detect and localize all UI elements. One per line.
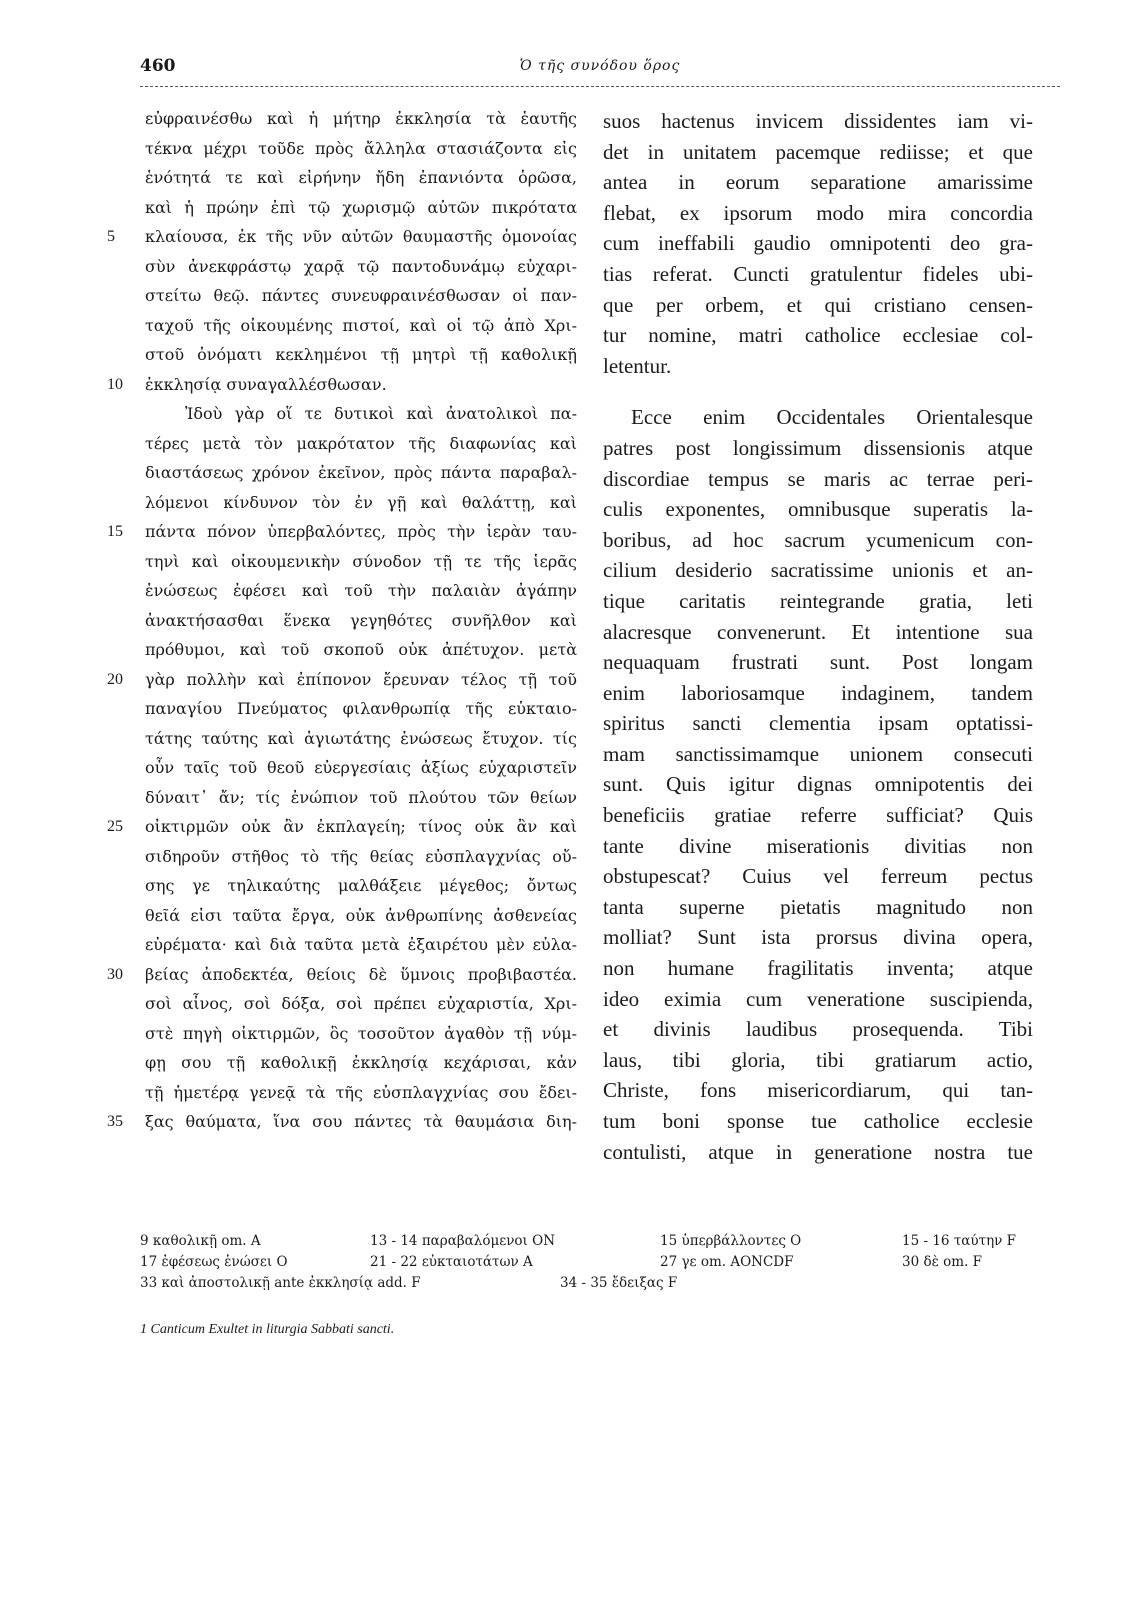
line-number: 25: [107, 818, 123, 835]
page-number: 460: [140, 56, 176, 76]
apparatus-entry: [140, 1252, 288, 1273]
greek-line: [145, 901, 577, 931]
greek-line: [107, 370, 577, 400]
apparatus-entry: [560, 1273, 677, 1294]
greek-line: [145, 193, 577, 223]
latin-line: nequaquam frustrati sunt. Post longam: [603, 650, 1033, 675]
apparatus-ref: 30: [902, 1254, 920, 1270]
latin-line: cum ineffabili gaudio omnipotenti deo gra-: [603, 231, 1033, 256]
greek-line-text: διαστάσεως χρόνον ἐκεῖνον, πρὸς πάντα παραβαλ-: [145, 463, 577, 482]
apparatus-ref: 9: [140, 1233, 149, 1249]
apparatus-note: ταύτην F: [953, 1233, 1017, 1249]
greek-line-text: φῃ σου τῇ καθολικῇ ἐκκλησίᾳ κεχάρισαι, κἀν: [145, 1053, 577, 1072]
greek-line-text: βείας ἀποδεκτέα, θείοις δὲ ὕμνοις προβιβαστέα.: [145, 964, 577, 984]
latin-line: culis exponentes, omnibusque superatis la-: [603, 497, 1033, 522]
apparatus-note: ὑπερβάλλοντες O: [681, 1233, 802, 1249]
greek-line-text: καὶ ἡ πρώην ἐπὶ τῷ χωρισμῷ αὐτῶν πικρότατα: [145, 197, 577, 217]
latin-line: ideo eximia cum veneratione suscipienda,: [603, 986, 1033, 1011]
greek-line-text: παναγίου Πνεύματος φιλανθρωπίᾳ τῆς εὐκταιο-: [145, 699, 577, 718]
greek-line: [145, 458, 577, 488]
greek-line: [145, 783, 577, 813]
greek-line: [145, 724, 577, 754]
apparatus-ref: 17: [140, 1254, 158, 1270]
greek-line-text: τηνὶ καὶ οἰκουμενικὴν σύνοδον τῇ τε τῆς ἱερᾶς: [145, 551, 577, 571]
apparatus-ref: 13 - 14: [370, 1233, 418, 1249]
greek-line: [145, 104, 577, 134]
greek-line: [145, 606, 577, 636]
apparatus-entry: [660, 1252, 794, 1273]
greek-line: [145, 281, 577, 311]
latin-line: tum boni sponse tue catholice ecclesie: [603, 1109, 1033, 1133]
footnote: 1 Canticum Exultet in liturgia Sabbati sancti.: [140, 1322, 395, 1337]
greek-line-text: θεῖά εἰσι ταῦτα ἔργα, οὐκ ἀνθρωπίνης ἀσθενείας: [145, 905, 577, 925]
greek-line: [145, 252, 577, 282]
line-number: 15: [107, 523, 123, 540]
greek-line: [107, 1107, 577, 1137]
greek-line-text: σοὶ αἶνος, σοὶ δόξα, σοὶ πρέπει εὐχαριστία, Χρι-: [145, 994, 577, 1013]
greek-line: [145, 340, 577, 370]
greek-line-text: ἐκκλησίᾳ συναγαλλέσθωσαν.: [145, 374, 387, 394]
apparatus-note: ἔδειξας F: [611, 1275, 678, 1291]
header-rule: [140, 86, 1060, 87]
latin-line: cilium desiderio sacratissime unionis et an-: [603, 558, 1033, 583]
greek-line-text: ἑνότητά τε καὶ εἰρήνην ἤδη ἐπανιόντα ὁρῶσα,: [145, 168, 577, 187]
greek-line-text: πρόθυμοι, καὶ τοῦ σκοποῦ οὐκ ἀπέτυχον. μετὰ: [145, 640, 577, 659]
greek-line-text: σιδηροῦν στῆθος τὸ τῆς θείας εὐσπλαγχνίας οὔ-: [145, 846, 577, 866]
apparatus-ref: 15 - 16: [902, 1233, 950, 1249]
apparatus-ref: 27: [660, 1254, 678, 1270]
greek-line: [145, 1048, 577, 1078]
greek-line-text: στοῦ ὀνόματι κεκλημένοι τῇ μητρὶ τῇ καθολικῇ: [145, 345, 577, 364]
greek-line-text: σης γε τηλικαύτης μαλθάξειε μέγεθος; ὄντως: [145, 876, 577, 895]
greek-line-text: εὑρέματα· καὶ διὰ ταῦτα μετὰ ἐξαιρέτου μὲν εὐλα-: [145, 935, 577, 954]
greek-line-text: σὺν ἀνεκφράστῳ χαρᾷ τῷ παντοδυνάμῳ εὐχαρι-: [145, 256, 577, 276]
greek-line-text: στείτω θεῷ. πάντες συνευφραινέσθωσαν οἱ παν-: [145, 286, 577, 305]
latin-line: que per orbem, et qui cristiano censen-: [603, 292, 1033, 317]
apparatus-row: [140, 1231, 1060, 1252]
latin-line: obstupescat? Cuius vel ferreum pectus: [603, 864, 1033, 889]
latin-text-column: [603, 106, 1033, 1167]
greek-line: [145, 871, 577, 901]
line-number: 30: [107, 965, 123, 983]
page-header: [140, 52, 1060, 88]
greek-line: [145, 547, 577, 577]
greek-line: [107, 517, 577, 547]
apparatus-note: γε om. AONCDF: [681, 1254, 794, 1270]
line-number: 20: [107, 670, 123, 688]
greek-line-text: τῇ ἡμετέρᾳ γενεᾷ τὰ τῆς εὐσπλαγχνίας σου ἔδει-: [145, 1082, 577, 1102]
latin-line: tias referat. Cuncti gratulentur fideles ubi-: [603, 261, 1033, 286]
apparatus-ref: 21 - 22: [370, 1254, 418, 1270]
greek-line-text: εὐφραινέσθω καὶ ἡ μήτηρ ἐκκλησία τὰ ἑαυτῆς: [145, 109, 577, 128]
apparatus-entry: [370, 1231, 555, 1252]
greek-line-text: λόμενοι κίνδυνον τὸν ἐν γῇ καὶ θαλάττῃ, καὶ: [145, 492, 577, 512]
greek-line: [145, 488, 577, 518]
running-title: Ὁ τῆς συνόδου ὅρος: [519, 58, 681, 74]
greek-line: [107, 812, 577, 842]
greek-line-text: Ἰδοὺ γὰρ οἵ τε δυτικοὶ καὶ ἀνατολικοὶ πα-: [185, 404, 577, 423]
line-number: 10: [107, 375, 123, 393]
latin-line: tante divine miserationis divitias non: [603, 833, 1033, 858]
latin-line: beneficiis gratiae referre sufficiat? Quis: [603, 803, 1033, 828]
line-number: 35: [107, 1113, 123, 1130]
apparatus-entry: [660, 1231, 801, 1252]
latin-line: mam sanctissimamque unionem consecuti: [603, 741, 1033, 766]
greek-line: [145, 989, 577, 1019]
latin-line: letentur.: [603, 353, 672, 378]
greek-line: [145, 311, 577, 341]
greek-line-text: τάτης ταύτης καὶ ἁγιωτάτης ἑνώσεως ἔτυχον. τίς: [145, 728, 577, 748]
apparatus-note: ἐφέσεως ἑνώσει O: [161, 1254, 288, 1270]
apparatus-entry: [902, 1231, 1016, 1252]
greek-line-text: τέκνα μέχρι τοῦδε πρὸς ἄλληλα στασιάζοντα εἰς: [145, 138, 577, 158]
greek-line: [145, 399, 577, 429]
latin-line: antea in eorum separatione amarissime: [603, 170, 1033, 195]
latin-line: tique caritatis reintegrande gratia, leti: [603, 588, 1033, 613]
apparatus-ref: 15: [660, 1233, 678, 1249]
latin-line: enim laboriosamque indaginem, tandem: [603, 680, 1033, 705]
apparatus-ref: 33: [140, 1275, 158, 1291]
apparatus-note: καὶ ἀποστολικῇ ante ἐκκλησίᾳ add. F: [161, 1275, 421, 1291]
greek-line: [145, 930, 577, 960]
greek-line-text: ξας θαύματα, ἵνα σου πάντες τὰ θαυμάσια διη-: [145, 1112, 577, 1131]
greek-line: [145, 1019, 577, 1049]
greek-line-text: πάντα πόνον ὑπερβαλόντες, πρὸς τὴν ἱερὰν ταυ-: [145, 522, 577, 541]
greek-line: [107, 222, 577, 252]
latin-line: contulisti, atque in generatione nostra tue: [603, 1139, 1033, 1164]
latin-line: sunt. Quis igitur dignas omnipotentis dei: [603, 772, 1033, 797]
greek-line: [145, 694, 577, 724]
greek-line: [145, 635, 577, 665]
apparatus-entry: [140, 1273, 421, 1294]
latin-line: non humane fragilitatis inventa; atque: [603, 956, 1033, 981]
apparatus-note: εὐκταιοτάτων A: [421, 1254, 533, 1270]
latin-line: spiritus sancti clementia ipsam optatissi-: [603, 711, 1033, 736]
critical-apparatus: [140, 1231, 1060, 1294]
greek-line: [145, 753, 577, 783]
latin-line: alacresque convenerunt. Et intentione sua: [603, 619, 1033, 644]
greek-line-text: στὲ πηγὴ οἰκτιρμῶν, ὃς τοσοῦτον ἀγαθὸν τῇ νύμ-: [145, 1023, 577, 1043]
line-number: 5: [107, 228, 115, 245]
latin-line: flebat, ex ipsorum modo mira concordia: [603, 200, 1033, 225]
latin-line: discordiae tempus se maris ac terrae peri-: [603, 466, 1033, 491]
greek-line: [145, 134, 577, 164]
latin-line: molliat? Sunt ista prorsus divina opera,: [603, 925, 1033, 950]
apparatus-note: καθολικῇ om. A: [152, 1233, 261, 1249]
apparatus-note: δὲ om. F: [923, 1254, 983, 1270]
greek-text-column: [107, 104, 577, 1137]
apparatus-entry: [370, 1252, 533, 1273]
greek-line-text: οἰκτιρμῶν οὐκ ἂν ἐκπλαγείη; τίνος οὐκ ἂν καὶ: [145, 817, 577, 836]
greek-line: [145, 842, 577, 872]
latin-line: laus, tibi gloria, tibi gratiarum actio,: [603, 1047, 1033, 1072]
apparatus-entry: [140, 1231, 261, 1252]
greek-line: [145, 1078, 577, 1108]
greek-line-text: κλαίουσα, ἐκ τῆς νῦν αὐτῶν θαυμαστῆς ὁμονοίας: [145, 227, 577, 246]
latin-line: tur nomine, matri catholice ecclesiae col-: [603, 323, 1033, 348]
latin-line: patres post longissimum dissensionis atque: [603, 435, 1033, 460]
greek-line: [145, 576, 577, 606]
latin-line: det in unitatem pacemque rediisse; et que: [603, 139, 1033, 164]
greek-line: [107, 665, 577, 695]
apparatus-note: παραβαλόμενοι ON: [421, 1233, 556, 1249]
latin-line: Ecce enim Occidentales Orientalesque: [631, 405, 1033, 430]
latin-line: tanta superne pietatis magnitudo non: [603, 894, 1033, 919]
greek-line-text: οὖν ταῖς τοῦ θεοῦ εὐεργεσίαις ἀξίως εὐχαριστεῖν: [145, 758, 577, 777]
greek-line-text: τέρες μετὰ τὸν μακρότατον τῆς διαφωνίας καὶ: [145, 433, 577, 453]
apparatus-row: [140, 1252, 1060, 1273]
greek-line: [107, 960, 577, 990]
latin-line: Christe, fons misericordiarum, qui tan-: [603, 1078, 1033, 1103]
apparatus-row: [140, 1273, 1060, 1294]
greek-line: [145, 163, 577, 193]
apparatus-ref: 34 - 35: [560, 1275, 608, 1291]
greek-line-text: ἑνώσεως ἐφέσει καὶ τοῦ τὴν παλαιὰν ἀγάπην: [145, 581, 577, 600]
latin-line: suos hactenus invicem dissidentes iam vi-: [603, 109, 1033, 133]
greek-line: [145, 429, 577, 459]
greek-line-text: γὰρ πολλὴν καὶ ἐπίπονον ἔρευναν τέλος τῇ τοῦ: [145, 669, 577, 689]
greek-line-text: δύναιτ᾽ ἄν; τίς ἐνώπιον τοῦ πλούτου τῶν θείων: [145, 787, 577, 807]
greek-line-text: ταχοῦ τῆς οἰκουμένης πιστοί, καὶ οἱ τῷ ἀπὸ Χρι-: [145, 315, 577, 335]
latin-line: et divinis laudibus prosequenda. Tibi: [603, 1017, 1033, 1042]
latin-line: boribus, ad hoc sacrum ycumenicum con-: [603, 527, 1033, 552]
greek-line-text: ἀνακτήσασθαι ἕνεκα γεγηθότες συνῆλθον καὶ: [145, 610, 577, 630]
apparatus-entry: [902, 1252, 982, 1273]
